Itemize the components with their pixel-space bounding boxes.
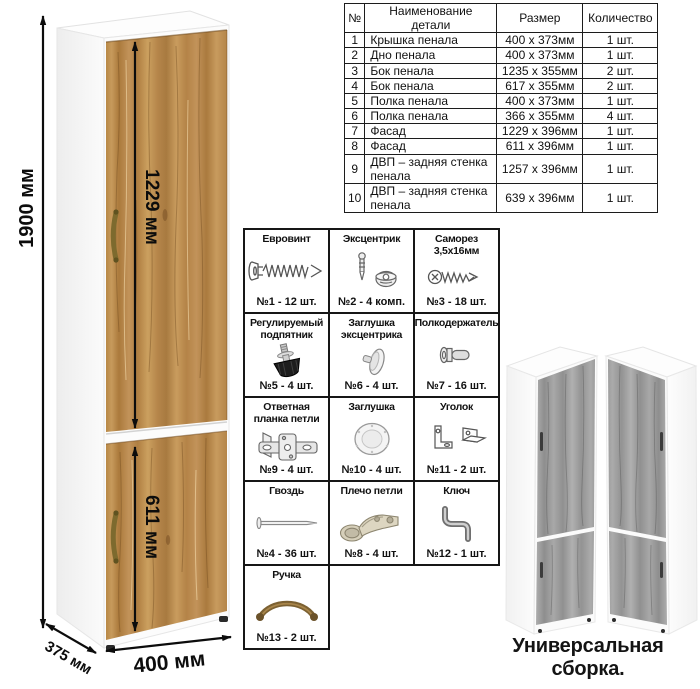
- cabinet-illustration: [0, 0, 250, 689]
- hardware-item-hinge-arm: [328, 480, 415, 566]
- shelf-support-icon: [415, 329, 498, 380]
- table-cell: 400 х 373мм: [497, 33, 583, 48]
- table-row: [345, 139, 658, 154]
- upper-door-handle: [113, 213, 116, 259]
- hardware-item-count: №7 - 16 шт.: [426, 380, 487, 392]
- table-cell: 1 шт.: [583, 154, 658, 183]
- table-row: [345, 63, 658, 78]
- upper-door-dimension-label: 1229 мм: [141, 169, 162, 245]
- table-cell: 617 х 355мм: [497, 78, 583, 93]
- hardware-item-cam-cap: [328, 312, 415, 398]
- parts-table-header: №: [345, 4, 365, 33]
- table-cell: 1 шт.: [583, 33, 658, 48]
- parts-table: [344, 3, 658, 213]
- corner-bracket-icon: [415, 413, 498, 464]
- gray-cabinet-handle: [540, 432, 543, 451]
- hardware-item-count: №13 - 2 шт.: [256, 632, 317, 644]
- table-cell: ДВП – задняя стенка пенала: [365, 154, 497, 183]
- handle-icon: [245, 581, 328, 632]
- euroscrew-icon: [245, 245, 328, 296]
- hardware-item-nail: [243, 480, 330, 566]
- lower-door-handle: [113, 514, 116, 560]
- hardware-item-corner-bracket: [413, 396, 500, 482]
- table-row: [345, 154, 658, 183]
- hardware-item-title: Заглушка: [348, 401, 395, 413]
- table-cell: Бок пенала: [365, 63, 497, 78]
- cam-cap-icon: [330, 341, 413, 380]
- hardware-item-count: №2 - 4 комп.: [337, 296, 406, 308]
- table-cell: 1: [345, 33, 365, 48]
- hardware-item-title: Заглушка эксцентрика: [340, 317, 403, 342]
- table-cell: 639 х 396мм: [497, 183, 583, 212]
- hardware-item-title: Евровинт: [262, 233, 311, 245]
- parts-table-header: Количество: [583, 4, 658, 33]
- hardware-item-title: Ручка: [272, 569, 301, 581]
- table-cell: Бок пенала: [365, 78, 497, 93]
- table-row: [345, 78, 658, 93]
- hardware-item-title: Гвоздь: [269, 485, 304, 497]
- table-cell: 3: [345, 63, 365, 78]
- upper-door: [106, 30, 227, 432]
- hardware-item-title: Саморез 3,5х16мм: [433, 233, 480, 258]
- height-dimension-label: 1900 мм: [16, 168, 38, 248]
- table-cell: 9: [345, 154, 365, 183]
- table-cell: 10: [345, 183, 365, 212]
- screw-icon: [415, 257, 498, 296]
- table-cell: 5: [345, 93, 365, 108]
- table-cell: 1 шт.: [583, 183, 658, 212]
- table-row: [345, 124, 658, 139]
- hardware-item-handle: [243, 564, 330, 650]
- table-row: [345, 93, 658, 108]
- hardware-item-count: №9 - 4 шт.: [259, 464, 314, 476]
- key-icon: [415, 497, 498, 548]
- table-cell: 1257 х 396мм: [497, 154, 583, 183]
- hardware-item-key: [413, 480, 500, 566]
- universal-assembly-caption: Универсальная сборка.: [512, 635, 664, 680]
- hardware-item-adjustable-foot: [243, 312, 330, 398]
- table-cell: 611 х 396мм: [497, 139, 583, 154]
- cover-cap-icon: [330, 413, 413, 464]
- hinge-arm-icon: [330, 497, 413, 548]
- table-cell: Дно пенала: [365, 48, 497, 63]
- table-cell: 2 шт.: [583, 63, 658, 78]
- adjustable-foot-icon: [245, 341, 328, 380]
- parts-table-header: Наименование детали: [365, 4, 497, 33]
- table-row: [345, 33, 658, 48]
- hardware-grid: [243, 228, 500, 652]
- lower-door-dimension-label: 611 мм: [141, 494, 162, 560]
- table-cell: Полка пенала: [365, 93, 497, 108]
- table-row: [345, 109, 658, 124]
- hardware-item-count: №12 - 1 шт.: [426, 548, 487, 560]
- table-cell: 1 шт.: [583, 48, 658, 63]
- table-cell: 7: [345, 124, 365, 139]
- hardware-item-title: Ответная планка петли: [253, 401, 320, 426]
- table-cell: Фасад: [365, 124, 497, 139]
- hardware-item-count: №6 - 4 шт.: [344, 380, 399, 392]
- table-cell: 1 шт.: [583, 93, 658, 108]
- hardware-item-count: №8 - 4 шт.: [344, 548, 399, 560]
- hinge-plate-icon: [245, 425, 328, 464]
- hardware-item-screw: [413, 228, 500, 314]
- table-cell: ДВП – задняя стенка пенала: [365, 183, 497, 212]
- table-cell: Крышка пенала: [365, 33, 497, 48]
- table-cell: 1235 х 355мм: [497, 63, 583, 78]
- table-cell: 2: [345, 48, 365, 63]
- hardware-item-title: Ключ: [443, 485, 470, 497]
- hardware-item-title: Плечо петли: [340, 485, 403, 497]
- hardware-item-count: №3 - 18 шт.: [426, 296, 487, 308]
- table-cell: 1229 х 396мм: [497, 124, 583, 139]
- table-cell: 4 шт.: [583, 109, 658, 124]
- gray-cabinet-handle: [540, 562, 543, 578]
- parts-table-header: Размер: [497, 4, 583, 33]
- table-cell: Фасад: [365, 139, 497, 154]
- table-cell: 1 шт.: [583, 139, 658, 154]
- table-cell: 8: [345, 139, 365, 154]
- hardware-item-title: Регулируемый подпятник: [249, 317, 324, 342]
- table-cell: Полка пенала: [365, 109, 497, 124]
- hardware-item-cam-lock: [328, 228, 415, 314]
- width-dimension-label: 400 мм: [132, 647, 207, 678]
- hardware-item-title: Уголок: [440, 401, 473, 413]
- table-cell: 4: [345, 78, 365, 93]
- table-cell: 1 шт.: [583, 124, 658, 139]
- hardware-item-count: №4 - 36 шт.: [256, 548, 317, 560]
- nail-icon: [245, 497, 328, 548]
- hardware-item-count: №11 - 2 шт.: [426, 464, 487, 476]
- table-cell: 6: [345, 109, 365, 124]
- table-row: [345, 48, 658, 63]
- hardware-item-euroscrew: [243, 228, 330, 314]
- table-cell: 366 х 355мм: [497, 109, 583, 124]
- hardware-item-count: №5 - 4 шт.: [259, 380, 314, 392]
- hardware-item-hinge-plate: [243, 396, 330, 482]
- gray-cabinet: [506, 347, 597, 634]
- parts-table-body: [345, 33, 658, 213]
- table-row: [345, 183, 658, 212]
- hardware-item-cover-cap: [328, 396, 415, 482]
- table-cell: 400 х 373мм: [497, 93, 583, 108]
- hardware-item-title: Эксцентрик: [342, 233, 401, 245]
- universal-assembly-illustration: [488, 340, 700, 640]
- table-cell: 2 шт.: [583, 78, 658, 93]
- depth-dimension-label: 375 мм: [41, 637, 95, 679]
- hardware-item-count: №10 - 4 шт.: [341, 464, 402, 476]
- cam-lock-icon: [330, 245, 413, 296]
- hardware-item-title: Полкодержатель: [414, 317, 499, 329]
- lower-door: [106, 431, 227, 640]
- table-cell: 400 х 373мм: [497, 48, 583, 63]
- hardware-item-shelf-support: [413, 312, 500, 398]
- hardware-item-count: №1 - 12 шт.: [256, 296, 317, 308]
- cabinet-foot: [219, 616, 228, 622]
- parts-table-header-row: [345, 4, 658, 33]
